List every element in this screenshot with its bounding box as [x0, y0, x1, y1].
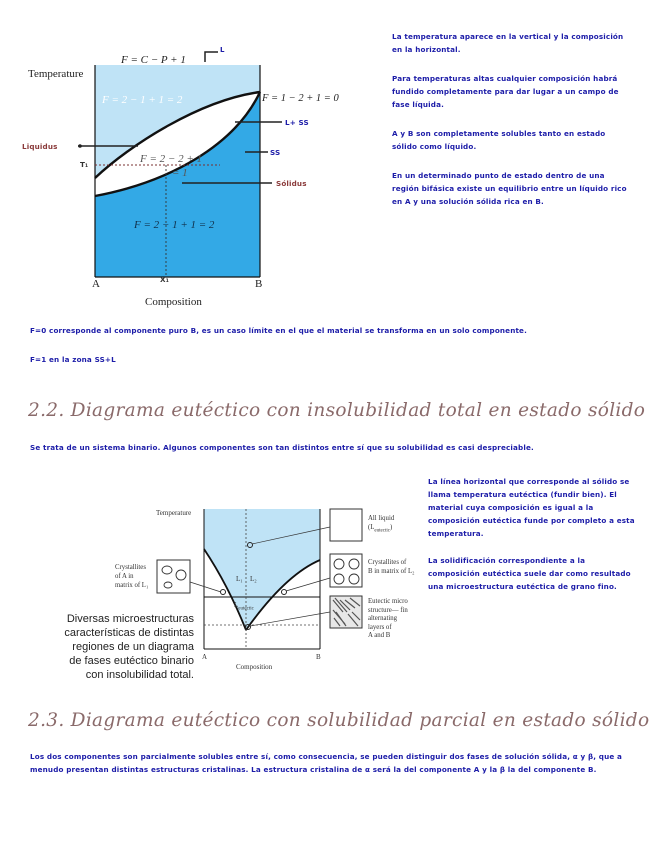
crystallites-a-label: Crystallites of A in matrix of L₁ — [115, 564, 149, 589]
l-eutectic-label: $L_{eutectic}$ — [234, 601, 254, 612]
note-item: Se trata de un sistema binario. Algunos componentes son tan distintos entre sí que su solubilidad es casi despreciable. — [30, 443, 534, 452]
right-notes-block — [392, 30, 630, 208]
composition-axis-label: Composition — [236, 663, 273, 671]
lower-region-label: F = 2 − 1 + 1 = 2 — [134, 219, 215, 231]
note-item: F=0 corresponde al componente puro B, es un caso límite en el que el material se transforma en un solo componente. — [30, 326, 527, 335]
handwritten-ss-label: SS — [270, 148, 281, 157]
axis-b-label: B — [255, 278, 263, 290]
note-item: F=1 en la zona SS+L — [30, 355, 116, 364]
gibbs-formula: F = C − P + 1 — [121, 54, 186, 66]
eutectic-structure-label: Eutectic micro structure— fin alternating layers of A and B — [368, 598, 408, 639]
axis-a-label: A — [92, 278, 100, 290]
crystallites-a-icon — [157, 560, 190, 593]
eutectic-structure-icon — [330, 596, 362, 628]
section-2-2-title: 2.2. Diagrama eutéctico con insolubilidad total en estado sólido — [28, 400, 646, 421]
note-item: A y B son completamente solubles tanto en estado sólido como líquido. — [392, 129, 606, 151]
l1-label: L₁ — [236, 575, 243, 583]
crystallites-b-icon — [330, 554, 362, 587]
handwritten-solidus-label: Sólidus — [276, 179, 307, 188]
note-item: En un determinado punto de estado dentro de una región bifásica existe un equilibrio entre un líquido rico en A y una solución sólida rica en B. — [392, 171, 627, 206]
handwritten-x1-label: X₁ — [160, 275, 169, 284]
pure-b-label: F = 1 − 2 + 1 = 0 — [262, 93, 339, 104]
temperature-axis-label: Temperature — [156, 509, 192, 517]
crystallites-b-label: Crystallites of B in matrix of L₂ — [368, 559, 415, 575]
l2-label: L₂ — [250, 575, 257, 583]
note-item: Para temperaturas altas cualquier composición habrá fundido completamente para dar lugar a un campo de fase líquida. — [392, 74, 619, 109]
axis-a-label: A — [202, 653, 208, 661]
handwritten-liquidus-label: Liquidus — [22, 142, 58, 151]
handwritten-l-ss-label: L+ SS — [285, 118, 309, 127]
upper-region-label: F = 2 − 1 + 1 = 2 — [102, 94, 183, 106]
handwritten-l-label: L — [220, 46, 225, 54]
note-item: La línea horizontal que corresponde al sólido se llama temperatura eutéctica (fundir bien). El material cuya composición es igual a la composición eutéctica funde por completo a esta temperatura. — [428, 477, 635, 538]
section-2-3-intro — [30, 750, 630, 776]
note-item: La temperatura aparece en la vertical y la composición en la horizontal. — [392, 32, 624, 54]
axis-b-label: B — [316, 653, 321, 661]
composition-axis-label: Composition — [145, 296, 202, 308]
handwritten-t1-label: T₁ — [80, 160, 89, 169]
temperature-axis-label: Temperature — [28, 68, 84, 80]
right-notes-block-2 — [428, 475, 636, 593]
two-phase-label: F = 2 − 2 + 1 — [140, 153, 202, 165]
figure-caption: Diversas microestructuras características de distintas regiones de un diagrama de fases eutéctico binario con insolubilidad total. — [64, 613, 194, 681]
note-item: Los dos componentes son parcialmente solubles entre sí, como consecuencia, se pueden distinguir dos fases de solución sólida, α y β, que a menudo presentan distintas estructuras cristalinas. La estructura cristalina de α será la del componente A y la β la del componente B. — [30, 752, 623, 774]
all-liquid-label: All liquid $(L_{eutectic})$ — [368, 515, 395, 534]
all-liquid-icon — [330, 509, 362, 541]
two-phase-label-2: = 1 — [172, 167, 188, 179]
section-2-3-title: 2.3. Diagrama eutéctico con solubilidad parcial en estado sólido — [28, 710, 650, 731]
note-item: La solidificación correspondiente a la composición eutéctica suele dar como resultado una microestructura eutéctica de grano fino. — [428, 556, 631, 591]
